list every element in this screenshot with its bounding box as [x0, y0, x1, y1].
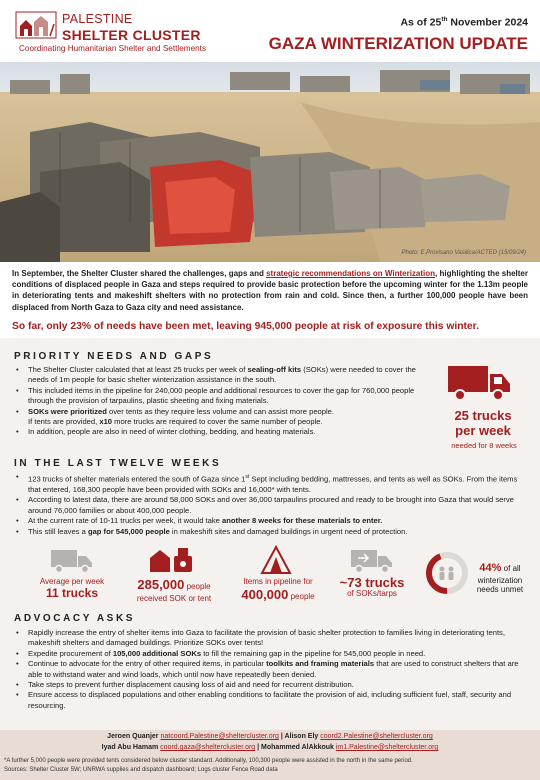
priority-heading: PRIORITY NEEDS AND GAPS	[14, 351, 214, 362]
list-item: • Continue to advocate for the entry of other required items, in particular toolkits and framing materials that are used to construct shelters that are able to withstand water and wind loads, which until now have repeatedly been denied.	[14, 659, 519, 680]
list-item: • 123 trucks of shelter materials entered the south of Gaza since 1st Sept including bedding, mattresses, and tents as well as SOKs. From the items that entered, 168,300 people have been provided with SOKs and 16,000* with tents.	[14, 472, 519, 495]
org-name-line2: SHELTER CLUSTER	[62, 27, 201, 43]
advocacy-heading: ADVOCACY ASKS	[14, 613, 136, 624]
list-item: • According to latest data, there are around 58,000 SOKs and over 36,000 tarpaulins procured and ready to be brought into Gaza that would serve around 76,000 families or about 400,000 people.	[14, 495, 519, 516]
pipeline-stat: Items in pipeline for 400,000 people	[241, 577, 315, 602]
list-item: • SOKs were prioritized over tents as they require less volume and can assist more people. If tents are provided, x10 more trucks are required to cover the same number of people.	[14, 407, 429, 428]
needs-met-highlight: So far, only 23% of needs have been met, leaving 945,000 people at risk of exposure this winter.	[12, 321, 479, 332]
trucks-needed-icon	[350, 548, 394, 574]
list-item: • In addition, people are also in need of winter clothing, bedding, and heating materials.	[14, 427, 429, 437]
org-tagline: Coordinating Humanitarian Shelter and Settlements	[19, 44, 207, 53]
people-icon	[440, 567, 454, 581]
list-item: • This included items in the pipeline for 240,000 people and additional resources to cover the gap for 760,000 people through the provision of tarpaulins, plastic sheeting and fixing materials.	[14, 386, 429, 407]
camp-photo	[0, 62, 540, 262]
email-link[interactable]: coord2.Palestine@sheltercluster.org	[320, 733, 433, 740]
header	[0, 0, 540, 62]
list-item: • Ensure access to displaced populations and other enabling conditions to facilitate the provision of aid, including sufficient fuel, staff, security and resourcing.	[14, 690, 519, 711]
priority-list	[14, 365, 429, 438]
advocacy-list	[14, 628, 519, 711]
trucks-duration: needed for 8 weeks	[451, 441, 517, 450]
photo-credit: Photo: E.Provisano Vasilica/ACTED (15/09/24)	[401, 250, 526, 256]
footer	[0, 730, 540, 780]
tent-icon	[260, 545, 292, 575]
last-twelve-weeks-heading: IN THE LAST TWELVE WEEKS	[14, 458, 222, 469]
footnote: *A further 5,000 people were provided tents considered below cluster standard. Additionally, 100,300 people were assisted in the north in the same period.	[4, 758, 413, 764]
trucks-per-week-stat: 25 trucks per week	[454, 408, 512, 438]
sources-note: Sources: Shelter Cluster 5W; UNRWA supplies and dispatch dashboard; Logs cluster Fence Road data	[4, 767, 278, 773]
as-of-date: As of 25th November 2024	[400, 16, 528, 29]
contacts-line1: Jeroen Quanjer natcoord.Palestine@sheltercluster.org | Alison Ely coord2.Palestine@sheltercluster.org	[107, 733, 433, 740]
intro-paragraph: In September, the Shelter Cluster shared the challenges, gaps and strategic recommendations on Winterization, highlighting the shelter conditions of displaced people in Gaza and steps required to provide basic protection before the upcoming winter for the 1.13m people in deteriorating tents and makeshift shelters with no protection from rain and cold. Since then, a further 100,000 people have been displaced from North Gaza to Gaza city and need assistance.	[12, 269, 528, 312]
list-item: • Rapidly increase the entry of shelter items into Gaza to facilitate the provision of basic shelter protection to families living in deteriorating tents, makeshift shelters and damaged buildings. Prioritize SOKs over tents!	[14, 628, 519, 649]
org-name-line1: PALESTINE	[62, 12, 133, 26]
camp-photo-illustration	[0, 62, 540, 262]
shelter-items-icon	[148, 546, 196, 574]
list-item: • Expedite procurement of 105,000 additional SOKs to fill the remaining gap in the pipeline for 545,000 people in need.	[14, 649, 519, 659]
truck-grey-icon	[50, 548, 94, 574]
list-item: • This still leaves a gap for 545,000 people in makeshift sites and damaged buildings in urgent need of protection.	[14, 527, 519, 537]
unmet-needs-stat: 44% of all winterization needs unmet	[476, 562, 524, 594]
email-link[interactable]: natcoord.Palestine@sheltercluster.org	[160, 733, 279, 740]
email-link[interactable]: coord.gaza@sheltercluster.org	[160, 744, 256, 751]
truck-icon	[446, 362, 512, 404]
email-link[interactable]: im1.Palestine@sheltercluster.org	[335, 744, 439, 751]
last-twelve-weeks-list	[14, 472, 519, 537]
trucks-needed-stat: ~73 trucks of SOKs/tarps	[339, 575, 405, 598]
list-item: • At the current rate of 10-11 trucks per week, it would take another 8 weeks for these materials to enter.	[14, 516, 519, 526]
people-received-stat: 285,000 people received SOK or tent	[136, 577, 212, 603]
average-trucks-stat: Average per week 11 trucks	[39, 577, 105, 600]
page-title: GAZA WINTERIZATION UPDATE	[268, 34, 528, 53]
contacts-line2: Iyad Abu Hamam coord.gaza@sheltercluster.org | Mohammed AlAkkouk im1.Palestine@sheltercluster.org	[101, 744, 439, 751]
strategic-recommendations-link[interactable]: strategic recommendations on Winterization	[266, 269, 436, 278]
list-item: • The Shelter Cluster calculated that at least 25 trucks per week of sealing-off kits (SOKs) were needed to cover the needs of 1m people for basic shelter winterization assistance in the south.	[14, 365, 429, 386]
list-item: • Take steps to prevent further displacement causing loss of aid and need for recurrent distribution.	[14, 680, 519, 690]
